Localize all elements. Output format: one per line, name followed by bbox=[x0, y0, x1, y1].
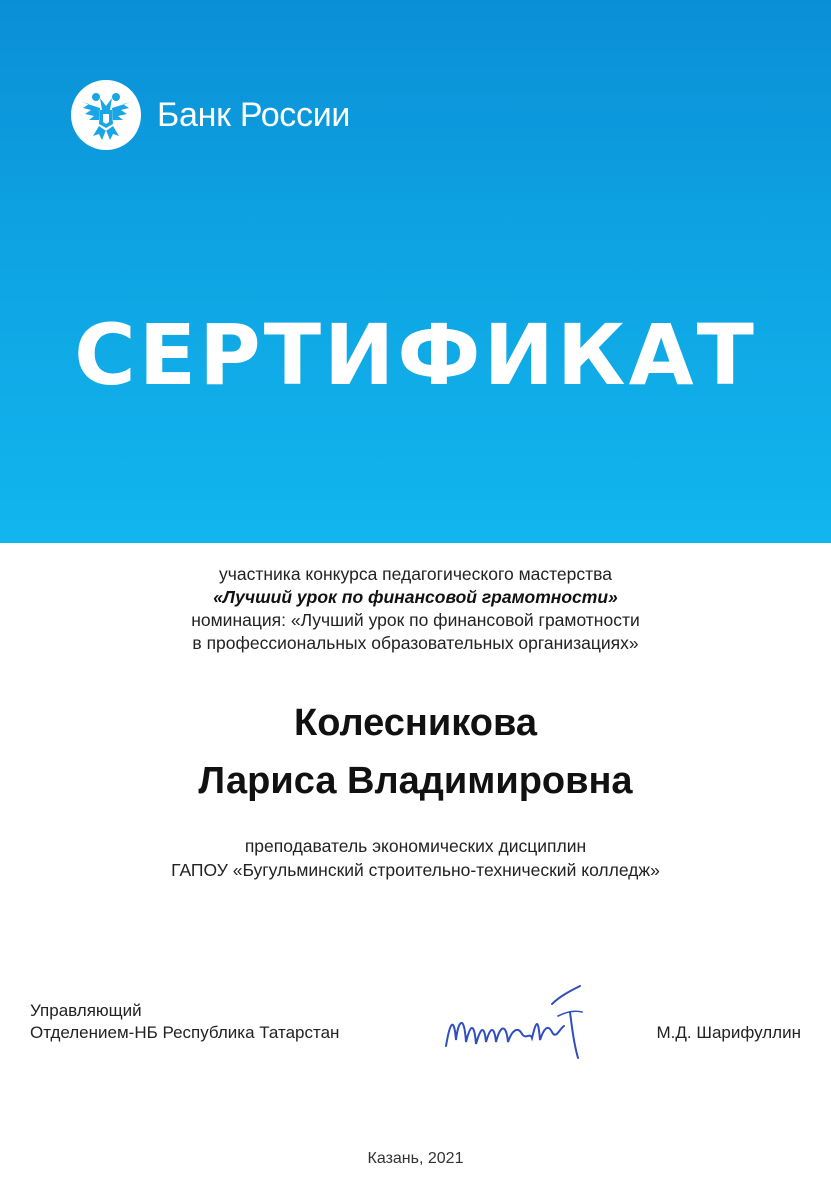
signer-name: М.Д. Шарифуллин bbox=[656, 1023, 801, 1042]
nomination-line-2: в профессиональных образовательных организациях» bbox=[192, 633, 639, 653]
handwritten-signature bbox=[440, 982, 590, 1062]
header-banner bbox=[0, 0, 831, 543]
bank-name: Банк России bbox=[157, 95, 351, 134]
intro-block bbox=[0, 563, 831, 655]
recipient-given-names: Лариса Владимировна bbox=[198, 760, 633, 802]
nomination-line-1: номинация: «Лучший урок по финансовой грамотности bbox=[191, 610, 640, 630]
signer-title-line-2: Отделением-НБ Республика Татарстан bbox=[30, 1023, 340, 1042]
double-eagle-emblem-icon bbox=[69, 78, 143, 152]
certificate-title: СЕРТИФИКАТ bbox=[74, 306, 757, 404]
signer-title bbox=[30, 1000, 339, 1044]
recipient-name bbox=[0, 694, 831, 810]
recipient-position bbox=[0, 834, 831, 882]
signer-title-line-1: Управляющий bbox=[30, 1001, 142, 1020]
place-and-date: Казань, 2021 bbox=[367, 1150, 464, 1167]
position-line-1: преподаватель экономических дисциплин bbox=[244, 836, 587, 856]
recipient-surname: Колесникова bbox=[294, 702, 537, 744]
contest-name: «Лучший урок по финансовой грамотности» bbox=[213, 587, 618, 607]
bank-logo bbox=[69, 78, 350, 152]
position-line-2: ГАПОУ «Бугульминский строительно-технический колледж» bbox=[171, 860, 660, 880]
intro-line-1: участника конкурса педагогического мастерства bbox=[218, 564, 612, 584]
